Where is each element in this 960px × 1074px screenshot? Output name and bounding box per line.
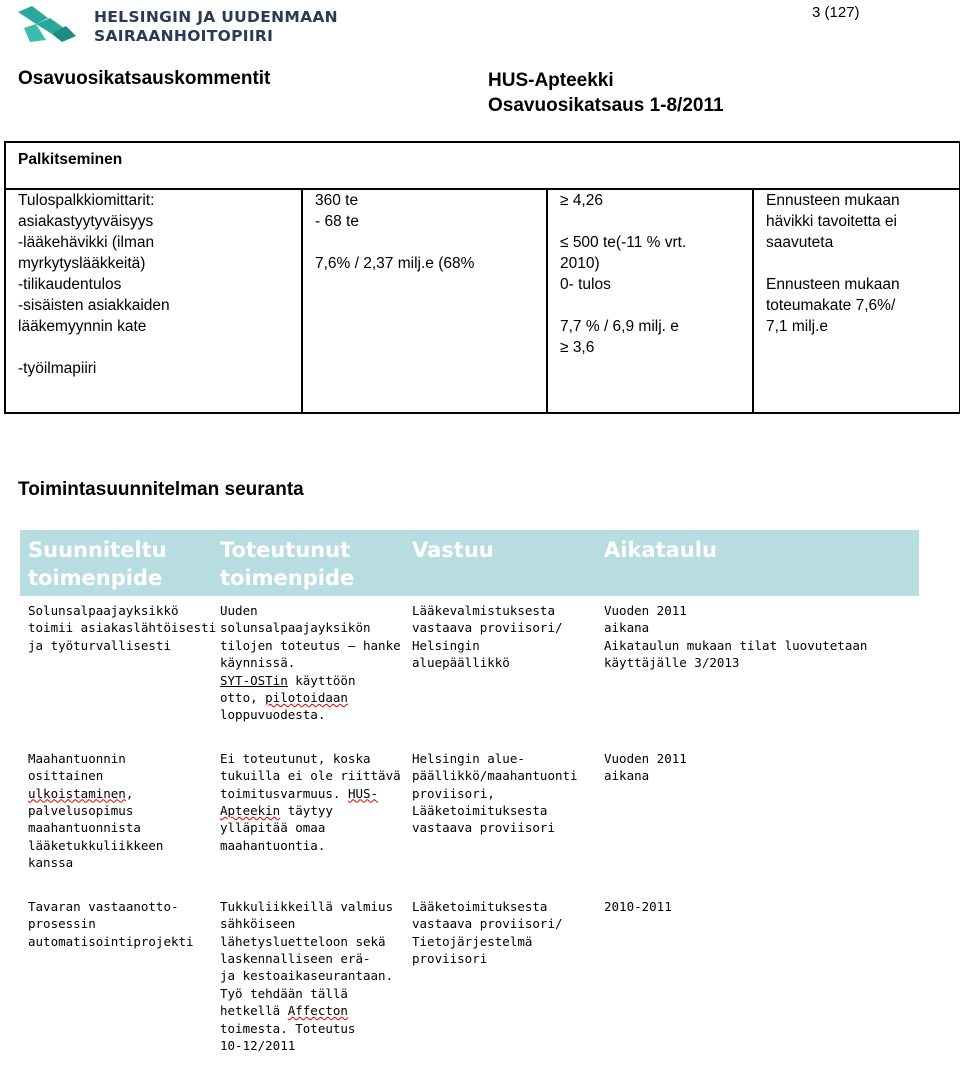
table-header-row <box>20 530 919 596</box>
planned-action: Tavaran vastaanotto- prosessin automatisointiprojekti <box>28 898 194 949</box>
org-name-line2: SAIRAANHOITOPIIRI <box>94 27 274 45</box>
report-name: Osavuosikatsaus 1-8/2011 <box>488 95 724 116</box>
kpi-targets-cell: ≥ 4,26 ≤ 500 te(-11 % vrt. 2010) 0- tulos 7,7 % / 6,9 milj. e ≥ 3,6 <box>547 189 753 413</box>
schedule: 2010-2011 <box>604 898 672 914</box>
hus-logo-icon <box>16 4 80 44</box>
reward-heading: Palkitseminen <box>5 142 960 189</box>
unit-name: HUS-Apteekki <box>488 70 614 91</box>
col-header-planned: Suunniteltu toimenpide <box>20 530 212 596</box>
planned-action: Maahantuonnin osittainen ulkoistaminen, palvelusopimus maahantuonnista lääketukkuliikkeen kanssa <box>28 750 164 871</box>
responsible: Lääkevalmistuksesta vastaava proviisori/ Helsingin aluepäällikkö <box>412 603 563 671</box>
table-row <box>20 596 919 744</box>
schedule: Vuoden 2011 aikana Aikataulun mukaan tilat luovutetaan käyttäjälle 3/2013 <box>604 603 868 671</box>
doc-title: Osavuosikatsauskommentit <box>18 68 271 89</box>
responsible: Lääketoimituksesta vastaava proviisori/ Tietojärjestelmä proviisori <box>412 898 563 966</box>
responsible: Helsingin alue- päällikkö/maahantuonti proviisori, Lääketoimituksesta vastaava proviisori <box>412 750 578 836</box>
table-row <box>20 892 919 1074</box>
completed-action: Ei toteutunut, koska tukuilla ei ole riittävä toimitusvarmuus. HUS- Apteekin täytyy ylläpitää omaa maahantuontia. <box>220 750 401 853</box>
spellcheck-word: HUS- Apteekin <box>220 785 379 819</box>
spellcheck-word: Affecton <box>287 1003 348 1019</box>
col-header-schedule: Aikataulu <box>596 530 919 596</box>
completed-action: Uuden solunsalpaajayksikön tilojen toteutus – hanke käynnissä. SYT-OSTin käyttöön otto, pilotoidaan loppuvuodesta. <box>220 603 401 723</box>
kpi-forecast-cell: Ennusteen mukaan hävikki tavoitetta ei saavuteta Ennusteen mukaan toteumakate 7,6%/ 7,1 milj.e <box>753 189 960 413</box>
schedule: Vuoden 2011 aikana <box>604 750 687 784</box>
spellcheck-word: SYT-OSTin <box>220 672 288 688</box>
kpi-metrics-cell: Tulospalkkiomittarit: asiakastyytyväisyys -lääkehävikki (ilman myrkytyslääkkeitä) -tilikaudentulos -sisäisten asiakkaiden lääkemyynnin kate -työilmapiiri <box>5 189 302 413</box>
col-header-done: Toteutunut toimenpide <box>212 530 404 596</box>
reward-table <box>4 141 960 414</box>
completed-action: Tukkuliikkeillä valmius sähköiseen lähetysluetteloon sekä laskennalliseen erä- ja kestoaikaseurantaan. Työ tehdään tällä hetkellä Affecton toimesta. Toteutus 10-12/2011 <box>220 898 394 1053</box>
hus-logo <box>16 4 338 45</box>
planned-action: Solunsalpaajayksikkö toimii asiakaslähtöisesti ja työturvallisesti <box>28 603 217 653</box>
action-plan-table <box>20 530 919 1074</box>
table-row <box>20 744 919 892</box>
col-header-owner: Vastuu <box>404 530 596 596</box>
section-title: Toimintasuunnitelman seuranta <box>18 479 304 500</box>
kpi-actuals-cell: 360 te - 68 te 7,6% / 2,37 milj.e (68% <box>302 189 547 413</box>
spellcheck-word: pilotoidaan <box>265 690 348 706</box>
spellcheck-word: ulkoistaminen <box>28 785 126 801</box>
org-name-line1: HELSINGIN JA UUDENMAAN <box>94 8 338 26</box>
doc-subtitle <box>488 68 724 118</box>
page-number: 3 (127) <box>812 4 860 21</box>
